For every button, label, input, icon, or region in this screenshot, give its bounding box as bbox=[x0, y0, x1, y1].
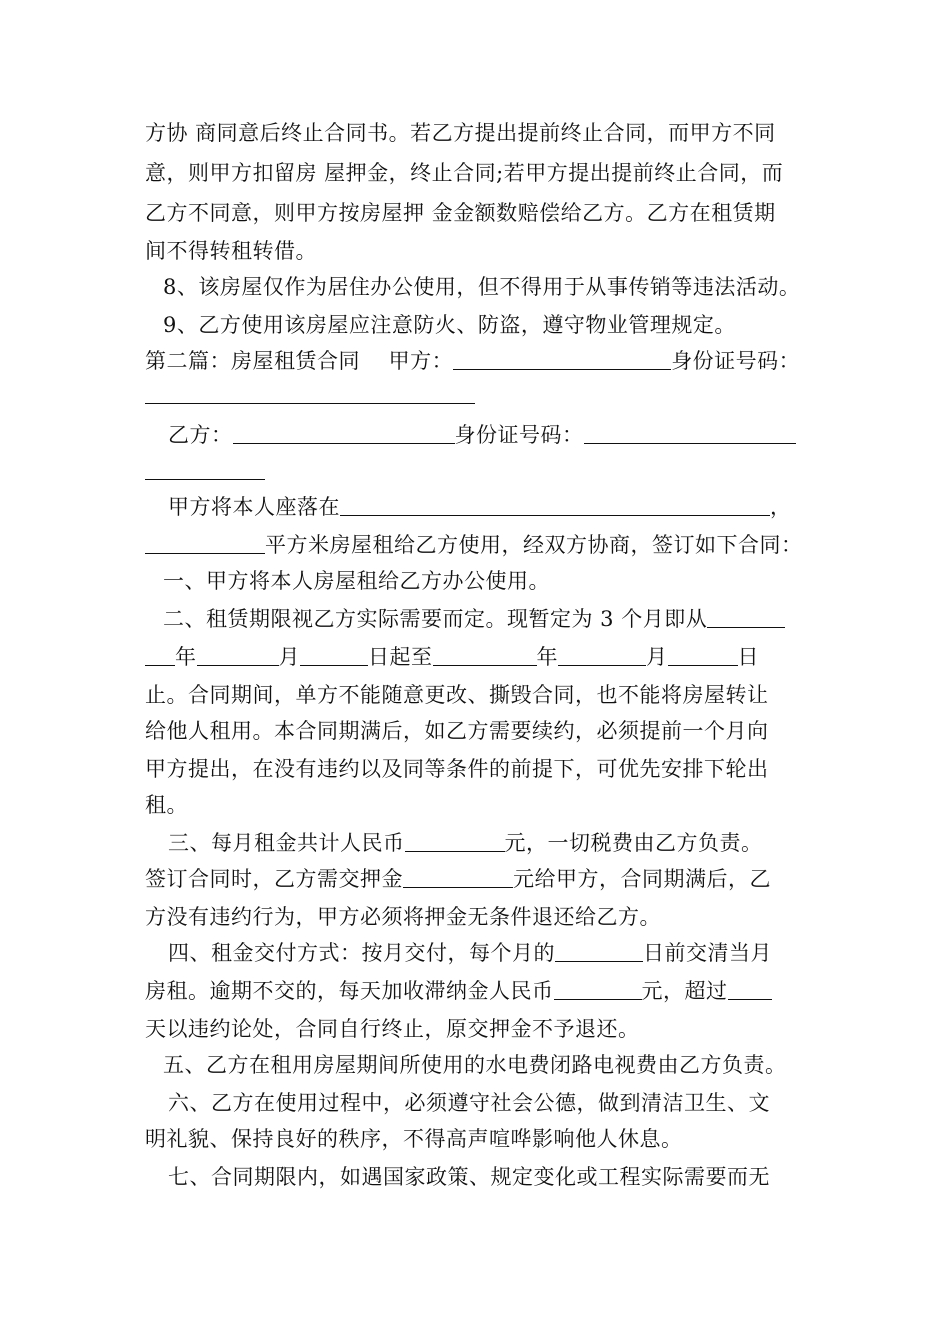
area-blank[interactable] bbox=[145, 531, 265, 554]
text-line: 方没有违约行为，甲方必须将押金无条件退还给乙方。 bbox=[145, 905, 661, 929]
text-line: 间不得转租转借。 bbox=[145, 239, 317, 263]
text-line: 方协 商同意后终止合同书。若乙方提出提前终止合同，而甲方不同 bbox=[145, 121, 776, 145]
text-line: 止。合同期间，单方不能随意更改、撕毁合同，也不能将房屋转让 bbox=[145, 683, 769, 707]
text-line: 甲方提出，在没有违约以及同等条件的前提下，可优先安排下轮出 bbox=[145, 757, 769, 781]
section-title: 第二篇：房屋租赁合同 甲方： bbox=[145, 349, 454, 373]
clause-3-line: 三、每月租金共计人民币 元，一切税费由乙方负责。 bbox=[168, 831, 763, 855]
party-a-name-blank[interactable] bbox=[453, 347, 671, 370]
clause-1: 一、甲方将本人房屋租给乙方办公使用。 bbox=[163, 569, 550, 593]
text-line: 给他人租用。本合同期满后，如乙方需要续约，必须提前一个月向 bbox=[145, 719, 769, 743]
party-a-id-blank[interactable] bbox=[145, 381, 475, 404]
clause-5: 五、乙方在租用房屋期间所使用的水电费闭路电视费由乙方负责。 bbox=[163, 1053, 787, 1077]
start-month-blank[interactable] bbox=[197, 643, 279, 666]
text-line: 意，则甲方扣留房 屋押金，终止合同;若甲方提出提前终止合同，而 bbox=[145, 161, 784, 185]
party-b-line bbox=[168, 420, 796, 450]
party-b-label: 乙方： bbox=[168, 423, 233, 447]
text-line: 天以违约论处，合同自行终止，原交押金不予退还。 bbox=[145, 1017, 640, 1041]
start-year-blank-cont[interactable] bbox=[145, 643, 175, 666]
id-number-label: 身份证号码： bbox=[454, 423, 584, 447]
text-line: 租。 bbox=[145, 793, 188, 817]
clause-8: 8、该房屋仅作为居住办公使用，但不得用于从事传销等违法活动。 bbox=[163, 275, 801, 299]
overdue-days-blank[interactable] bbox=[728, 977, 772, 1000]
party-b-name-blank[interactable] bbox=[233, 421, 455, 444]
monthly-rent-blank[interactable] bbox=[405, 829, 505, 852]
id-blank-line bbox=[145, 380, 475, 410]
end-year-blank[interactable] bbox=[433, 643, 537, 666]
deposit-blank[interactable] bbox=[403, 865, 513, 888]
payment-day-blank[interactable] bbox=[555, 939, 643, 962]
clause-7: 七、合同期限内，如遇国家政策、规定变化或工程实际需要而无 bbox=[168, 1165, 770, 1189]
clause-6: 六、乙方在使用过程中，必须遵守社会公德，做到清洁卫生、文 bbox=[168, 1091, 770, 1115]
clause-9: 9、乙方使用该房屋应注意防火、防盗，遵守物业管理规定。 bbox=[163, 313, 736, 337]
id-blank-line bbox=[145, 456, 265, 486]
section-heading-line bbox=[145, 346, 800, 376]
start-year-blank[interactable] bbox=[707, 605, 785, 628]
party-b-id-blank[interactable] bbox=[584, 421, 796, 444]
end-day-blank[interactable] bbox=[668, 643, 738, 666]
late-fee-line: 房租。逾期不交的，每天加收滞纳金人民币 元，超过 bbox=[145, 976, 772, 1006]
text-line: 明礼貌、保持良好的秩序，不得高声喧哗影响他人休息。 bbox=[145, 1127, 683, 1151]
location-line: 甲方将本人座落在 ， bbox=[168, 495, 792, 519]
clause-2-line: 二、租赁期限视乙方实际需要而定。现暂定为 3 个月即从 bbox=[163, 604, 785, 634]
date-range-line: 年 月 日起至 年 月 日 bbox=[145, 642, 759, 672]
area-line: 平方米房屋租给乙方使用，经双方协商，签订如下合同： bbox=[145, 530, 803, 560]
end-month-blank[interactable] bbox=[558, 643, 646, 666]
id-number-label: 身份证号码： bbox=[671, 349, 801, 373]
deposit-line: 签订合同时，乙方需交押金 元给甲方，合同期满后，乙 bbox=[145, 867, 771, 891]
late-fee-blank[interactable] bbox=[554, 977, 642, 1000]
clause-4-line: 四、租金交付方式：按月交付，每个月的 日前交清当月 bbox=[168, 941, 772, 965]
party-b-id-blank-cont[interactable] bbox=[145, 457, 265, 480]
text-line: 乙方不同意，则甲方按房屋押 金金额数赔偿给乙方。乙方在租赁期 bbox=[145, 201, 776, 225]
start-day-blank[interactable] bbox=[300, 643, 368, 666]
location-blank[interactable] bbox=[340, 493, 770, 516]
